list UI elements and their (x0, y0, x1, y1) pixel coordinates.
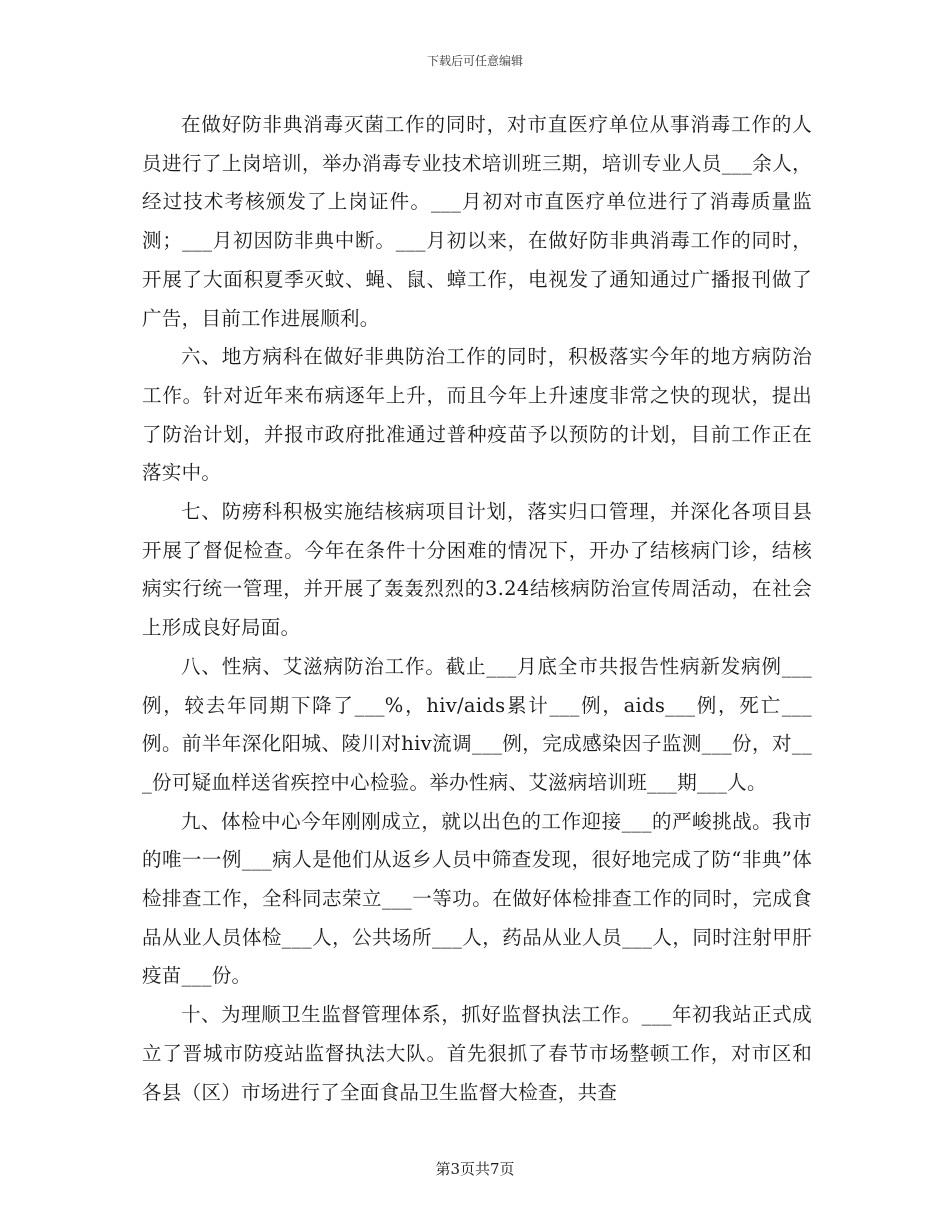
paragraph-std-aids: 八、性病、艾滋病防治工作。截止___月底全市共报告性病新发病例___例，较去年同期下降了___%，hiv/aids累计___例，aids___例，死亡___例。前半年深化阳城、陵川对hiv流调___例，完成感染因子监测___份，对___份可疑血样送省疾控中心检验。举办性病、艾滋病培训班___期___人。 (142, 654, 812, 794)
page-number-footer: 第3页共7页 (435, 1160, 515, 1178)
paragraph-endemic-disease: 六、地方病科在做好非典防治工作的同时，积极落实今年的地方病防治工作。针对近年来布病逐年上升，而且今年上升速度非常之快的现状，提出了防治计划，并报市政府批准通过普种疫苗予以预防的计划，目前工作正在落实中。 (142, 345, 812, 485)
paragraph-health-supervision: 十、为理顺卫生监督管理体系，抓好监督执法工作。___年初我站正式成立了晋城市防疫站监督执法大队。首先狠抓了春节市场整顿工作，对市区和各县（区）市场进行了全面食品卫生监督大检查，共查 (142, 1003, 812, 1104)
paragraph-health-check-center: 九、体检中心今年刚刚成立，就以出色的工作迎接___的严峻挑战。我市的唯一一例___病人是他们从返乡人员中筛查发现，很好地完成了防“非典”体检排查工作，全科同志荣立___一等功。在做好体检排查工作的同时，完成食品从业人员体检___人，公共场所___人，药品从业人员___人，同时注射甲肝疫苗___份。 (142, 809, 812, 988)
page-header-note: 下载后可任意编辑 (426, 54, 523, 68)
paragraph-disinfection: 在做好防非典消毒灭菌工作的同时，对市直医疗单位从事消毒工作的人员进行了上岗培训，举办消毒专业技术培训班三期，培训专业人员___余人，经过技术考核颁发了上岗证件。___月初对市直医疗单位进行了消毒质量监测；___月初因防非典中断。___月初以来，在做好防非典消毒工作的同时，开展了大面积夏季灭蚊、蝇、鼠、蟑工作，电视发了通知通过广播报刊做了广告，目前工作进展顺利。 (142, 113, 812, 330)
body-text (142, 106, 812, 1112)
paragraph-tuberculosis: 七、防痨科积极实施结核病项目计划，落实归口管理，并深化各项目县开展了督促检查。今年在条件十分困难的情况下，开办了结核病门诊，结核病实行统一管理，并开展了轰轰烈烈的3.24结核病防治宣传周活动，在社会上形成良好局面。 (142, 500, 812, 640)
